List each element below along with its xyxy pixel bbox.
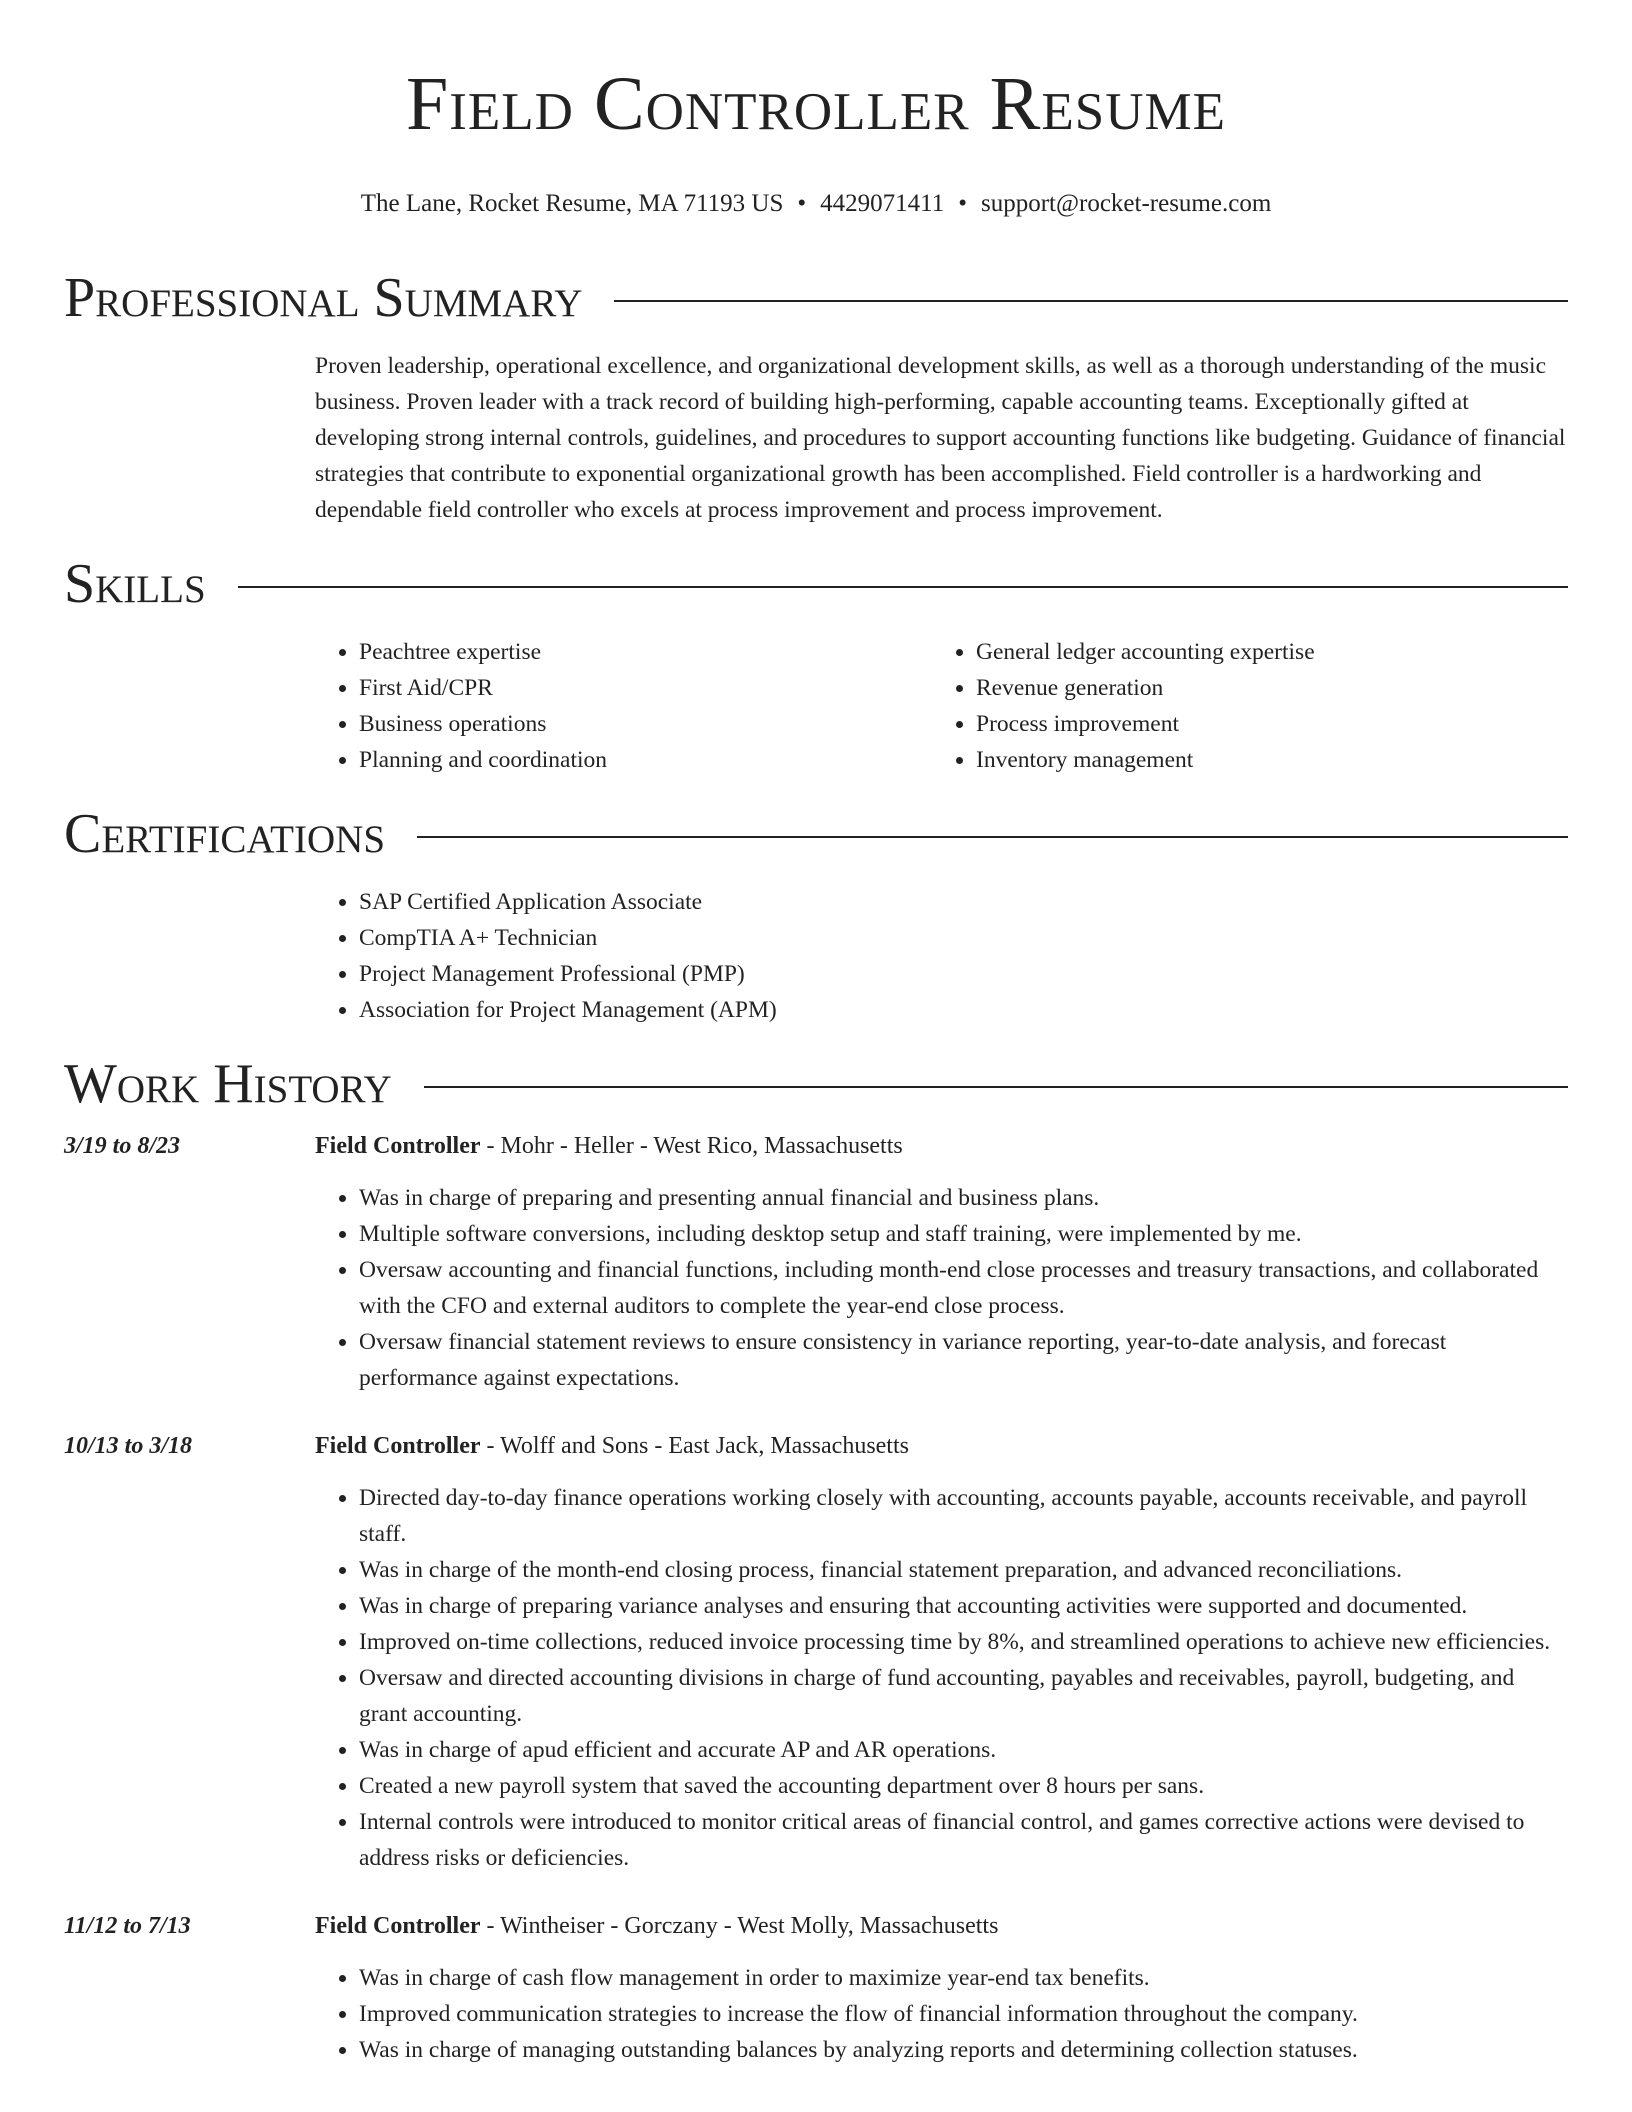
- job-role: Field Controller: [315, 1433, 481, 1459]
- contact-line: [64, 188, 1568, 220]
- job-bullet: • Oversaw financial statement reviews to ensure consistency in variance reporting, year-to-date analysis, and forecast performance against expectations.: [359, 1324, 1568, 1396]
- skill-item: • Inventory management: [976, 742, 1549, 778]
- skill-item: • Business operations: [359, 706, 932, 742]
- job-bullet: • Was in charge of the month-end closing process, financial statement preparation, and advanced reconciliations.: [359, 1552, 1568, 1588]
- job-employer: - Wolff and Sons - East Jack, Massachusetts: [480, 1433, 909, 1459]
- job-title-line: [315, 1908, 1568, 1944]
- job-body: [315, 1428, 1568, 1876]
- job-title-line: [315, 1128, 1568, 1164]
- resume-title: Field Controller Resume: [406, 62, 1226, 146]
- section-title-skills: Skills: [64, 553, 206, 615]
- contact-separator: •: [958, 190, 967, 217]
- job-employer: - Wintheiser - Gorczany - West Molly, Massachusetts: [480, 1913, 999, 1939]
- contact-email: support@rocket-resume.com: [980, 190, 1272, 217]
- skill-item: • First Aid/CPR: [359, 670, 932, 706]
- certification-item: • SAP Certified Application Associate: [359, 884, 1568, 920]
- job-bullet: • Oversaw and directed accounting divisions in charge of fund accounting, payables and receivables, payroll, budgeting, and grant accounting.: [359, 1660, 1568, 1732]
- skill-item: • Planning and coordination: [359, 742, 932, 778]
- section-header: [64, 266, 1568, 330]
- skill-item: • Revenue generation: [976, 670, 1549, 706]
- job-bullet: • Multiple software conversions, including desktop setup and staff training, were implemented by me.: [359, 1216, 1568, 1252]
- job-bullet: • Was in charge of preparing and presenting annual financial and business plans.: [359, 1180, 1568, 1216]
- skill-item: • Peachtree expertise: [359, 634, 932, 670]
- section-title-certifications: Certifications: [64, 803, 386, 865]
- job-body: [315, 1908, 1568, 2068]
- section-header: [64, 802, 1568, 866]
- job-role: Field Controller: [315, 1913, 481, 1939]
- job-bullet: • Was in charge of preparing variance analyses and ensuring that accounting activities were supported and documented.: [359, 1588, 1568, 1624]
- job-dates: 3/19 to 8/23: [64, 1133, 181, 1159]
- job-bullets: [315, 1480, 1568, 1876]
- section-rule: [424, 1086, 1568, 1088]
- skills-column-left: [315, 634, 932, 778]
- skills-section: [64, 552, 1568, 778]
- job-bullet: • Directed day-to-day finance operations working closely with accounting, accounts payable, accounts receivable, and payroll staff.: [359, 1480, 1568, 1552]
- section-header: [64, 1052, 1568, 1116]
- section-rule: [614, 300, 1568, 302]
- job-bullets: [315, 1960, 1568, 2068]
- job-body: [315, 1128, 1568, 1396]
- job-bullet: • Oversaw accounting and financial functions, including month-end close processes and treasury transactions, and collaborated with the CFO and external auditors to complete the year-end close process.: [359, 1252, 1568, 1324]
- certifications-content: [315, 884, 1568, 1028]
- certifications-section: [64, 802, 1568, 1028]
- resume-page: [64, 0, 1568, 2068]
- job-employer: - Mohr - Heller - West Rico, Massachusetts: [480, 1133, 903, 1159]
- skills-columns: [315, 634, 1568, 778]
- job-entry: [64, 1428, 1568, 1876]
- skill-item: • Process improvement: [976, 706, 1549, 742]
- job-role: Field Controller: [315, 1133, 481, 1159]
- job-bullet: • Internal controls were introduced to monitor critical areas of financial control, and games corrective actions were devised to address risks or deficiencies.: [359, 1804, 1568, 1876]
- certification-item: • Project Management Professional (PMP): [359, 956, 1568, 992]
- certification-item: • Association for Project Management (APM): [359, 992, 1568, 1028]
- section-rule: [238, 586, 1568, 588]
- job-title-line: [315, 1428, 1568, 1464]
- section-header: [64, 552, 1568, 616]
- skills-column-right: [932, 634, 1549, 778]
- contact-address: The Lane, Rocket Resume, MA 71193 US: [360, 190, 784, 217]
- job-bullet: • Improved on-time collections, reduced invoice processing time by 8%, and streamlined operations to achieve new efficiencies.: [359, 1624, 1568, 1660]
- job-entry: [64, 1908, 1568, 2068]
- job-bullets: [315, 1180, 1568, 1396]
- contact-separator: •: [797, 190, 807, 217]
- section-title-summary: Professional Summary: [64, 267, 583, 329]
- skills-list-right: [932, 634, 1549, 778]
- certifications-list: [315, 884, 1568, 1028]
- summary-section: [64, 266, 1568, 528]
- job-bullet: • Created a new payroll system that saved the accounting department over 8 hours per sans.: [359, 1768, 1568, 1804]
- section-rule: [417, 836, 1568, 838]
- section-title-work-history: Work History: [64, 1053, 392, 1115]
- job-bullet: • Was in charge of managing outstanding balances by analyzing reports and determining collection statuses.: [359, 2032, 1568, 2068]
- job-dates: 11/12 to 7/13: [64, 1913, 191, 1939]
- job-bullet: • Improved communication strategies to increase the flow of financial information throughout the company.: [359, 1996, 1568, 2032]
- certification-item: • CompTIA A+ Technician: [359, 920, 1568, 956]
- work-history-section: [64, 1052, 1568, 2068]
- job-bullet: • Was in charge of apud efficient and accurate AP and AR operations.: [359, 1732, 1568, 1768]
- skill-item: • General ledger accounting expertise: [976, 634, 1549, 670]
- contact-phone: 4429071411: [820, 190, 945, 217]
- job-bullet: • Was in charge of cash flow management in order to maximize year-end tax benefits.: [359, 1960, 1568, 1996]
- summary-text: Proven leadership, operational excellence, and organizational development skills, as well as a thorough understanding of the music business. Proven leader with a track record of building high-performing, capable accounting teams. Exceptionally gifted at developing strong internal controls, guidelines, and procedures to support accounting functions like budgeting. Guidance of financial strategies that contribute to exponential organizational growth has been accomplished. Field controller is a hardworking and dependable field controller who excels at process improvement and process improvement.: [315, 353, 1566, 523]
- job-dates: 10/13 to 3/18: [64, 1433, 193, 1459]
- skills-list-left: [315, 634, 932, 778]
- job-entry: [64, 1128, 1568, 1396]
